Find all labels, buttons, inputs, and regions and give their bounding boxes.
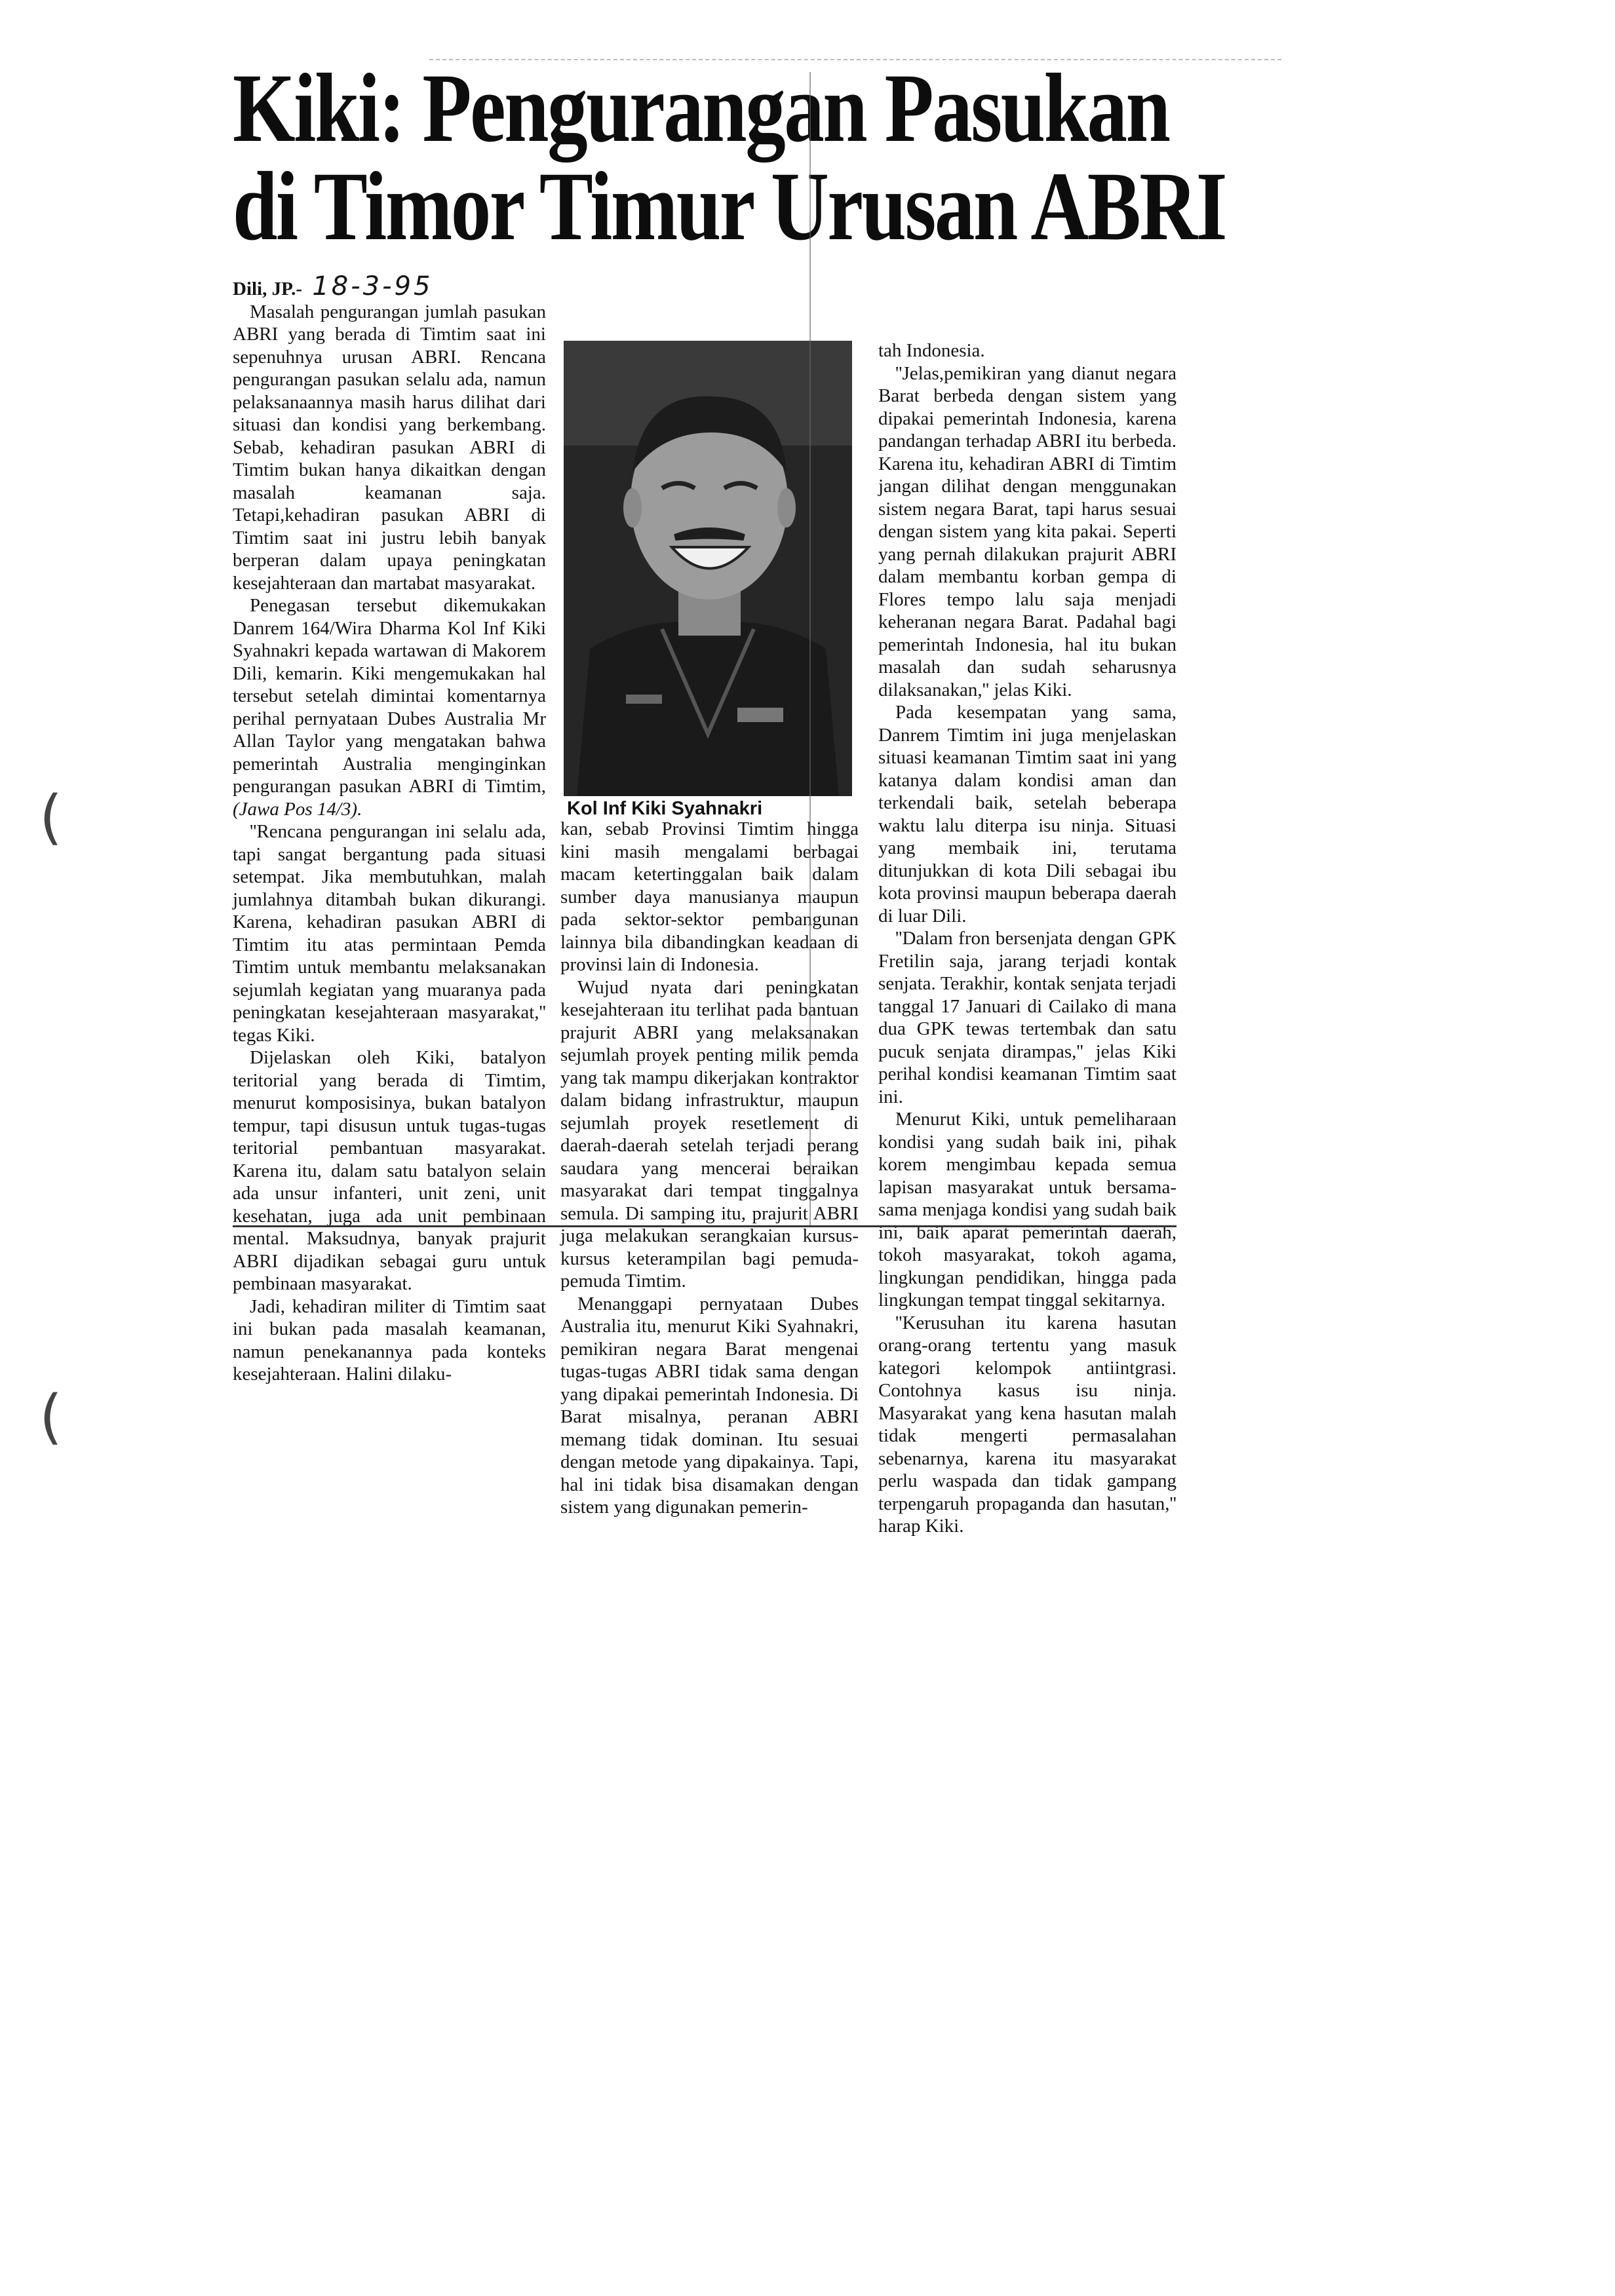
- paragraph: kan, sebab Provinsi Timtim hingga kini masih mengalami berbagai macam ketertinggalan baik dalam sumber daya manusianya maupun pada sektor-sektor pembangunan lainnya bila dibandingkan keadaan di provinsi lain di Indonesia.: [560, 818, 859, 975]
- paragraph: Pada kesempatan yang sama, Danrem Timtim ini juga menjelaskan situasi keamanan Timtim saat ini yang katanya dalam kondisi aman dan terkendali baik, setelah beberapa waktu lalu diterpa isu ninja. Situasi yang membaik ini, terutama ditunjukkan di kota Dili sebagai ibu kota provinsi maupun beberapa daerah di luar Dili.: [878, 702, 1177, 927]
- paragraph: ''Rencana pengurangan ini selalu ada, tapi sangat bergantung pada situasi setempat. Jika membutuhkan, malah jumlahnya ditambah bukan dikurangi. Karena, kehadiran pasukan ABRI di Timtim itu atas permintaan Pemda Timtim untuk membantu melaksanakan sejumlah kegiatan yang muaranya pada peningkatan kesejahteraan masyarakat,'' tegas Kiki.: [233, 821, 546, 1046]
- paragraph: ''Kerusuhan itu karena hasutan orang-orang tertentu yang masuk kategori kelompok antiintgrasi. Contohnya kasus isu ninja. Masyarakat yang kena hasutan malah tidak mengerti permasalahan sebenarnya, karena itu masyarakat perlu waspada dan tidak gampang terpengaruh propaganda dan hasutan,'' harap Kiki.: [878, 1312, 1177, 1537]
- paragraph: Wujud nyata dari peningkatan kesejahteraan itu terlihat pada bantuan prajurit ABRI yang melaksanakan sejumlah proyek penting milik pemda yang tak mampu dikerjakan kontraktor dalam bidang infrastruktur, maupun sejumlah proyek resetlement di daerah-daerah setelah terjadi perang saudara yang mencerai beraikan masyarakat dari tempat tinggalnya semula. Di samping itu, prajurit ABRI juga melakukan serangkaian kursus-kursus keterampilan bagi pemuda-pemuda Timtim.: [560, 976, 859, 1292]
- paragraph: Jadi, kehadiran militer di Timtim saat ini bukan pada masalah keamanan, namun penekanannya pada konteks kesejahteraan. Halini dilaku-: [233, 1295, 546, 1385]
- dateline-paragraph: [233, 271, 546, 301]
- portrait-illustration: [564, 341, 852, 796]
- bottom-rule: [233, 1225, 1177, 1227]
- handwritten-date: 18-3-95: [312, 271, 433, 301]
- scan-mark: (: [39, 783, 63, 852]
- news-clipping: [233, 54, 1226, 1537]
- paragraph: Menanggapi pernyataan Dubes Australia itu, menurut Kiki Syahnakri, pemikiran negara Barat mengenai tugas-tugas ABRI tidak sama dengan yang dipakai pemerintah Indonesia. Di Barat misalnya, peranan ABRI memang tidak dominan. Itu sesuai dengan metode yang dipakainya. Tapi, hal ini tidak bisa disamakan dengan sistem yang digunakan pemerin-: [560, 1293, 859, 1518]
- column-2: [560, 818, 859, 1519]
- paragraph: Masalah pengurangan jumlah pasukan ABRI yang berada di Timtim saat ini sepenuhnya urusan ABRI. Rencana pengurangan pasukan selalu ada, namun pelaksanaannya masih harus dilihat dari situasi dan kondisi yang berkembang. Sebab, kehadiran pasukan ABRI di Timtim bukan hanya dikaitkan dengan masalah keamanan saja. Tetapi,kehadiran pasukan ABRI di Timtim saat ini justru lebih banyak berperan dalam upaya peningkatan kesejahteraan dan martabat masyarakat.: [233, 301, 546, 594]
- portrait-photo: [564, 341, 852, 796]
- paragraph-text: Penegasan tersebut dikemukakan Danrem 164/Wira Dharma Kol Inf Kiki Syahnakri kepada wartawan di Makorem Dili, kemarin. Kiki mengemukakan hal tersebut setelah dimintai komentarnya perihal pernyataan Dubes Australia Mr Allan Taylor yang mengatakan bahwa pemerintah Australia menginginkan pengurangan pasukan ABRI di Timtim,: [233, 595, 546, 797]
- dateline: Dili, JP.-: [233, 278, 303, 299]
- headline-line-1: Kiki: Pengurangan Pasukan: [233, 54, 1169, 163]
- headline: [233, 54, 1226, 261]
- paragraph: Dijelaskan oleh Kiki, batalyon teritorial yang berada di Timtim, menurut komposisinya, bukan batalyon tempur, tapi disusun untuk tugas-tugas teritorial pembantuan masyarakat. Karena itu, dalam satu batalyon selain ada unsur infanteri, unit zeni, unit kesehatan, juga ada unit pembinaan mental. Maksudnya, banyak prajurit ABRI dijadikan sebagai guru untuk pembinaan masyarakat.: [233, 1047, 546, 1294]
- paragraph: ''Jelas,pemikiran yang dianut negara Barat berbeda dengan sistem yang dipakai pemerintah Indonesia, karena pandangan terhadap ABRI itu berbeda. Karena itu, kehadiran ABRI di Timtim jangan dilihat dengan menggunakan sistem negara Barat, tapi harus sesuai dengan sistem yang kita pakai. Seperti yang pernah dilakukan prajurit ABRI dalam membantu korban gempa di Flores tempo lalu saja menjadi keheranan negara Barat. Padahal bagi pemerintah Indonesia, hal itu bukan masalah dan sudah seharusnya dilaksanakan,'' jelas Kiki.: [878, 362, 1177, 700]
- headline-line-2: di Timor Timur Urusan ABRI: [233, 152, 1226, 261]
- fold-line: [809, 72, 811, 1225]
- paragraph: ''Dalam fron bersenjata dengan GPK Fretilin saja, jarang terjadi kontak senjata. Terakhir, kontak senjata terjadi tanggal 17 Januari di Cailako di mana dua GPK tewas tertembak dan satu pucuk senjata dirampas,'' jelas Kiki perihal kondisi keamanan Timtim saat ini.: [878, 928, 1177, 1107]
- scan-mark: (: [39, 1383, 63, 1451]
- paragraph: tah Indonesia.: [878, 340, 985, 361]
- citation: (Jawa Pos 14/3).: [233, 798, 362, 820]
- column-1: [233, 271, 546, 1386]
- photo-caption: Kol Inf Kiki Syahnakri: [567, 798, 763, 819]
- paragraph: [233, 594, 546, 820]
- paragraph: Menurut Kiki, untuk pemeliharaan kondisi yang sudah baik ini, pihak korem mengimbau kepada semua lapisan masyarakat untuk bersama-sama menjaga kondisi yang sudah baik ini, baik aparat pemerintah daerah, tokoh masyarakat, tokoh agama, lingkungan pendidikan, hingga pada lingkungan tempat tinggal sekitarnya.: [878, 1109, 1177, 1311]
- column-3: [878, 339, 1177, 1538]
